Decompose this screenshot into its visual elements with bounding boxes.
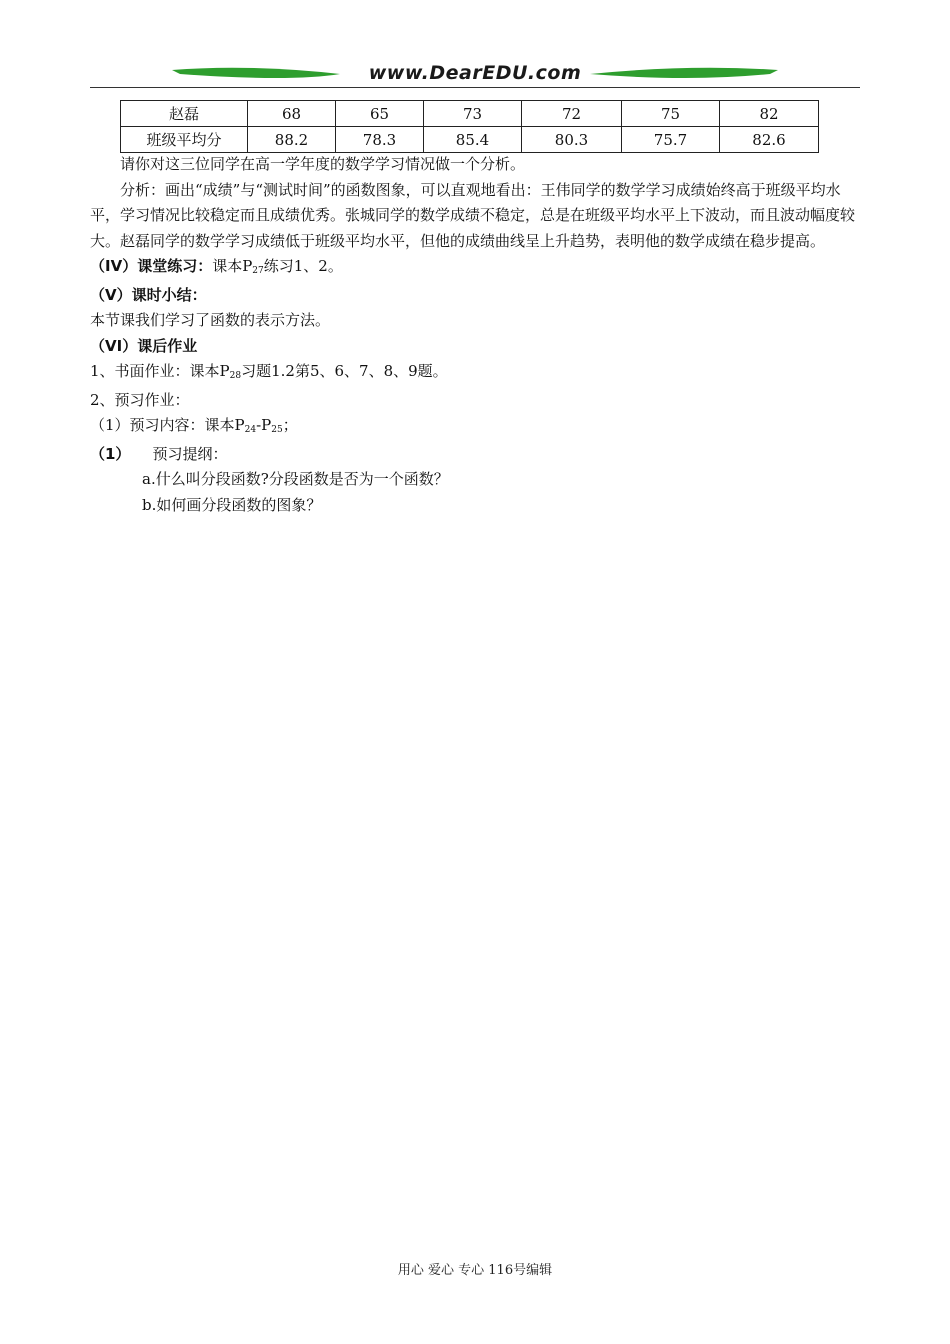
table-cell: 72: [522, 101, 622, 127]
outline-item-a: a.什么叫分段函数?分段函数是否为一个函数？: [142, 470, 449, 488]
homework-text: 1、书面作业：课本P: [90, 362, 230, 380]
page-subscript: 28: [229, 371, 242, 381]
table-cell: 82.6: [720, 127, 819, 153]
table-row: [121, 127, 819, 153]
document-body: [90, 152, 860, 518]
homework-text: 习题1.2第5、6、7、8、9题。: [241, 362, 448, 380]
homework-item-1: [90, 359, 860, 388]
section-heading: （V）课时小结：: [90, 285, 207, 304]
preview-text: ；: [282, 416, 298, 434]
page-subscript: 24: [244, 425, 257, 435]
question-paragraph: 请你对这三位同学在高一学年度的数学学习情况做一个分析。: [120, 155, 526, 173]
section-heading: （VI）课后作业: [90, 336, 198, 355]
summary-text: 本节课我们学习了函数的表示方法。: [90, 311, 331, 329]
outline-number: （1）: [90, 444, 131, 463]
analysis-paragraph: 分析：画出“成绩”与“测试时间”的函数图象，可以直观地看出：王伟同学的数学学习成绩始终高于班级平均水平，学习情况比较稳定而且成绩优秀。张城同学的数学成绩不稳定，总是在班级平均水平上下波动，而且波动幅度较大。赵磊同学的数学学习成绩低于班级平均水平，但他的成绩曲线呈上升趋势，表明他的数学成绩在稳步提高。: [90, 180, 856, 250]
section-heading: （IV）课堂练习：: [90, 257, 213, 275]
table-cell: 65: [336, 101, 424, 127]
page-subscript: 25: [271, 425, 283, 435]
section-text: 练习1、2。: [263, 257, 343, 275]
section-homework-heading: [90, 334, 860, 360]
table-row: [121, 101, 819, 127]
table-cell: 88.2: [248, 127, 336, 153]
table-cell: 75.7: [622, 127, 720, 153]
outline-label: 预习提纲：: [152, 444, 228, 463]
table-cell: 班级平均分: [121, 127, 248, 153]
table-cell: 78.3: [336, 127, 424, 153]
preview-text: -P: [256, 416, 272, 434]
outline-item-b: b.如何画分段函数的图象？: [142, 495, 322, 514]
table-cell: 80.3: [522, 127, 622, 153]
scores-table: [120, 100, 819, 153]
table-cell: 85.4: [424, 127, 522, 153]
table-cell: 75: [622, 101, 720, 127]
page-footer: 用心 爱心 专心 116号编辑: [397, 1263, 553, 1278]
table-cell: 赵磊: [121, 101, 248, 127]
site-logo-text: www.DearEDU.com: [368, 62, 582, 84]
header-rule: [90, 87, 860, 88]
table-cell: 82: [720, 101, 819, 127]
preview-outline: [90, 442, 860, 468]
preview-content: [90, 413, 860, 442]
table-cell: 68: [248, 101, 336, 127]
section-text: 课本P: [212, 257, 253, 275]
homework-item-2: 2、预习作业：: [90, 390, 190, 409]
section-summary-heading: [90, 283, 860, 309]
table-cell: 73: [424, 101, 522, 127]
page-subscript: 27: [252, 266, 264, 276]
section-classroom-practice: [90, 254, 860, 283]
preview-text: （1）预习内容：课本P: [90, 416, 245, 434]
